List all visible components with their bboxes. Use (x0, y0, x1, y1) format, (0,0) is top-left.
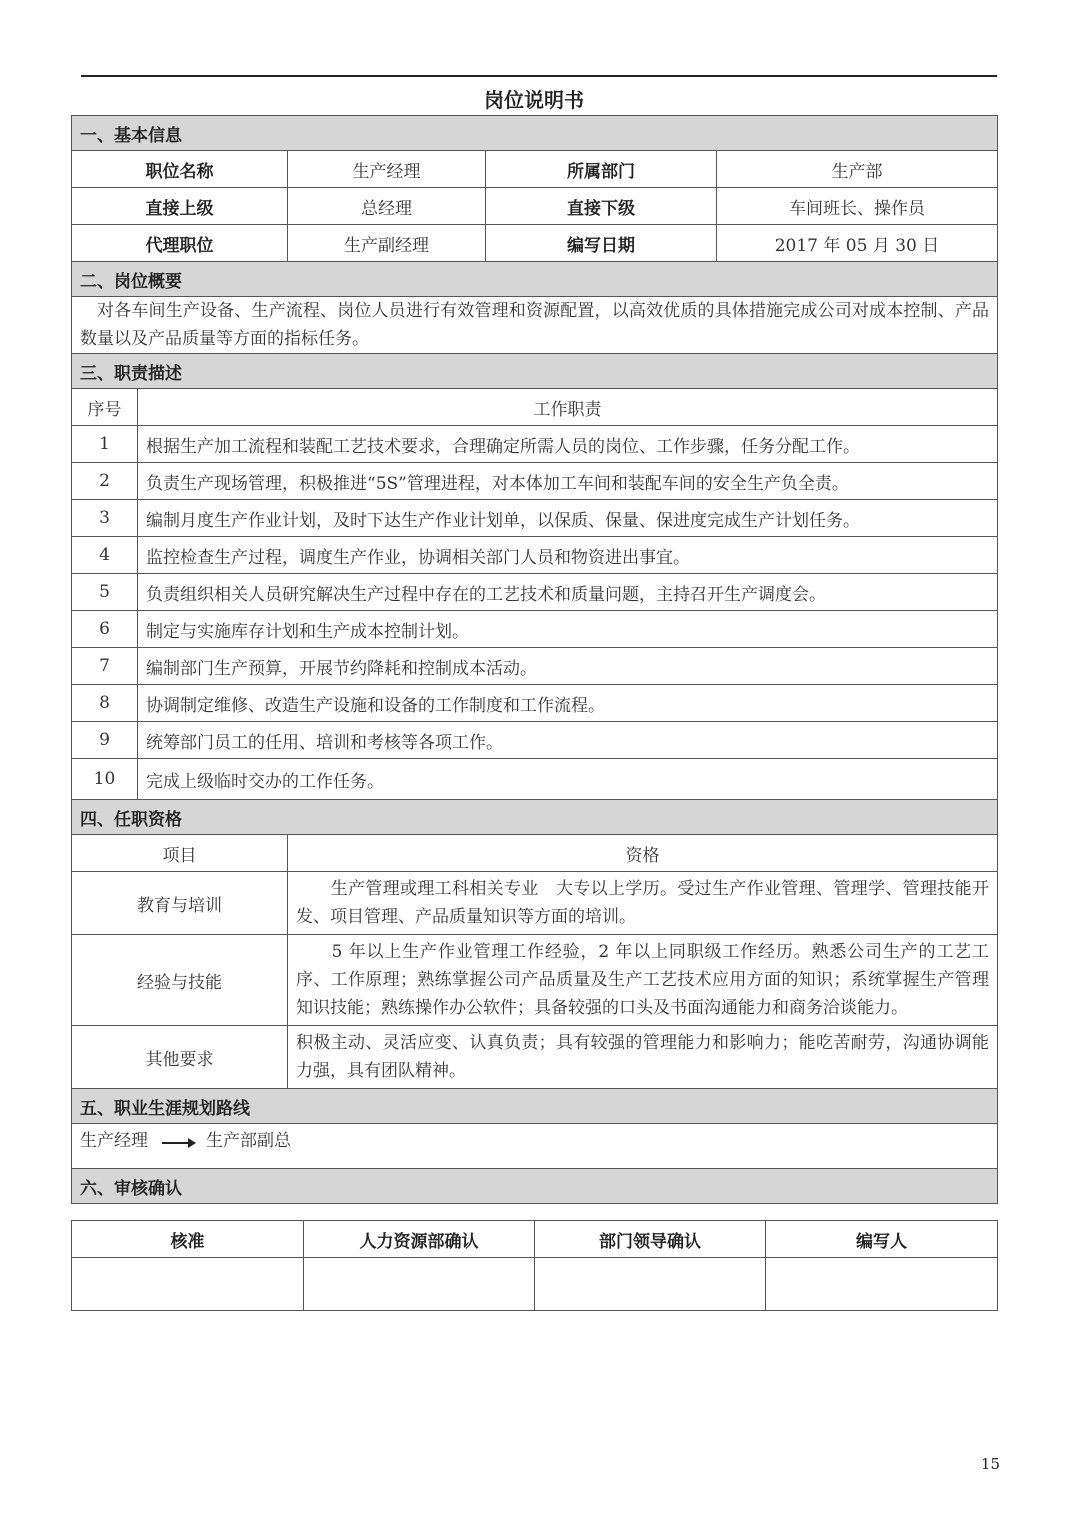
duty-text: 完成上级临时交办的工作任务。 (138, 759, 998, 800)
duty-row (72, 759, 998, 800)
review-col-approve: 核准 (72, 1221, 304, 1258)
direct-subordinate-value: 车间班长、操作员 (717, 188, 998, 225)
section-duties-heading: 三、职责描述 (72, 354, 998, 389)
duty-no-header: 序号 (72, 389, 138, 426)
review-table (71, 1220, 998, 1311)
direct-subordinate-label: 直接下级 (486, 188, 717, 225)
deputy-position-value: 生产副经理 (288, 225, 486, 262)
duty-no: 3 (72, 500, 138, 537)
review-cell-author[interactable] (766, 1258, 998, 1311)
career-path-to: 生产部副总 (206, 1131, 291, 1151)
career-path-from: 生产经理 (80, 1131, 148, 1151)
career-path (72, 1124, 998, 1169)
qual-text-header: 资格 (288, 835, 998, 872)
qual-text: 积极主动、灵活应变、认真负责；具有较强的管理能力和影响力；能吃苦耐劳，沟通协调能力强，具有团队精神。 (288, 1026, 998, 1089)
duty-text: 负责生产现场管理，积极推进“5S”管理进程，对本体加工车间和装配车间的安全生产负全责。 (138, 463, 998, 500)
qual-text: 生产管理或理工科相关专业 大专以上学历。受过生产作业管理、管理学、管理技能开发、项目管理、产品质量知识等方面的培训。 (288, 872, 998, 935)
review-col-author: 编写人 (766, 1221, 998, 1258)
duty-no: 2 (72, 463, 138, 500)
document-title: 岗位说明书 (484, 88, 584, 112)
duty-row (72, 500, 998, 537)
qual-text: 5 年以上生产作业管理工作经验，2 年以上同职级工作经历。熟悉公司生产的工艺工序、工作原理；熟练掌握公司产品质量及生产工艺技术应用方面的知识；系统掌握生产管理知识技能；熟练操作办公软件；具备较强的口头及书面沟通能力和商务洽谈能力。 (288, 935, 998, 1026)
duty-text: 编制部门生产预算，开展节约降耗和控制成本活动。 (138, 648, 998, 685)
basic-info-row (72, 188, 998, 225)
right-arrow-icon (162, 1135, 196, 1149)
section-qualifications-heading: 四、任职资格 (72, 800, 998, 835)
duty-row (72, 574, 998, 611)
direct-superior-label: 直接上级 (72, 188, 288, 225)
duty-no: 7 (72, 648, 138, 685)
duty-no: 5 (72, 574, 138, 611)
department-label: 所属部门 (486, 151, 717, 188)
qualification-row (72, 872, 998, 935)
duty-no: 1 (72, 426, 138, 463)
job-description-table (71, 115, 998, 1204)
basic-info-row (72, 151, 998, 188)
review-cell-dept-leader[interactable] (535, 1258, 766, 1311)
qualification-row (72, 1026, 998, 1089)
review-cell-approve[interactable] (72, 1258, 304, 1311)
summary-text: 对各车间生产设备、生产流程、岗位人员进行有效管理和资源配置，以高效优质的具体措施完成公司对成本控制、产品数量以及产品质量等方面的指标任务。 (72, 297, 998, 354)
top-rule (81, 75, 997, 77)
qual-item: 其他要求 (72, 1026, 288, 1089)
duty-no: 4 (72, 537, 138, 574)
section-review-heading: 六、审核确认 (72, 1169, 998, 1204)
qual-item-header: 项目 (72, 835, 288, 872)
review-col-dept-leader: 部门领导确认 (535, 1221, 766, 1258)
written-date-value: 2017 年 05 月 30 日 (717, 225, 998, 262)
basic-info-row (72, 225, 998, 262)
duty-no: 9 (72, 722, 138, 759)
duty-text: 协调制定维修、改造生产设施和设备的工作制度和工作流程。 (138, 685, 998, 722)
qual-item: 教育与培训 (72, 872, 288, 935)
duty-text: 制定与实施库存计划和生产成本控制计划。 (138, 611, 998, 648)
section-career-path-heading: 五、职业生涯规划路线 (72, 1089, 998, 1124)
duty-text: 负责组织相关人员研究解决生产过程中存在的工艺技术和质量问题，主持召开生产调度会。 (138, 574, 998, 611)
review-cell-hr[interactable] (304, 1258, 535, 1311)
duty-no: 8 (72, 685, 138, 722)
position-name-label: 职位名称 (72, 151, 288, 188)
duty-text: 编制月度生产作业计划，及时下达生产作业计划单，以保质、保量、保进度完成生产计划任务。 (138, 500, 998, 537)
duty-no: 6 (72, 611, 138, 648)
duty-row (72, 463, 998, 500)
written-date-label: 编写日期 (486, 225, 717, 262)
section-summary-heading: 二、岗位概要 (72, 262, 998, 297)
duty-no: 10 (72, 759, 138, 800)
duty-row (72, 685, 998, 722)
duty-row (72, 537, 998, 574)
duty-row (72, 648, 998, 685)
deputy-position-label: 代理职位 (72, 225, 288, 262)
duty-text: 根据生产加工流程和装配工艺技术要求，合理确定所需人员的岗位、工作步骤，任务分配工作。 (138, 426, 998, 463)
review-col-hr: 人力资源部确认 (304, 1221, 535, 1258)
page-number: 15 (980, 1455, 1000, 1473)
duty-text-header: 工作职责 (138, 389, 998, 426)
duty-row (72, 611, 998, 648)
duty-row (72, 426, 998, 463)
qual-item: 经验与技能 (72, 935, 288, 1026)
duty-text: 监控检查生产过程，调度生产作业，协调相关部门人员和物资进出事宜。 (138, 537, 998, 574)
duty-row (72, 722, 998, 759)
position-name-value: 生产经理 (288, 151, 486, 188)
direct-superior-value: 总经理 (288, 188, 486, 225)
department-value: 生产部 (717, 151, 998, 188)
section-basic-info-heading: 一、基本信息 (72, 116, 998, 151)
qualification-row (72, 935, 998, 1026)
duty-text: 统筹部门员工的任用、培训和考核等各项工作。 (138, 722, 998, 759)
